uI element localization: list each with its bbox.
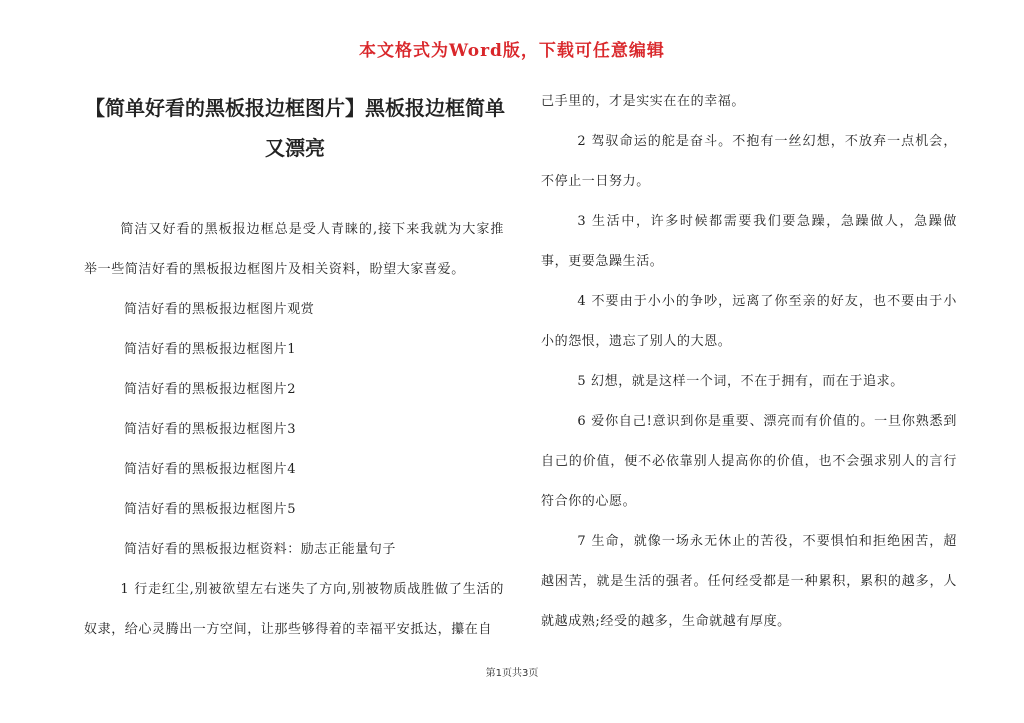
section-heading-quotes: 简洁好看的黑板报边框资料：励志正能量句子 [124, 542, 397, 557]
quote-7: 7 生命，就像一场永无休止的苦役，不要惧怕和拒绝困苦，超越困苦，就是生活的强者。任何经受都是一种累积，累积的越多，人就越成熟;经受的越多，生命就越有厚度。 [541, 534, 957, 629]
left-column [84, 88, 504, 650]
right-column [541, 82, 957, 642]
image-caption-5: 简洁好看的黑板报边框图片5 [124, 502, 297, 517]
image-caption-1: 简洁好看的黑板报边框图片1 [124, 342, 297, 357]
download-banner: 本文格式为Word版，下载可任意编辑 [359, 41, 665, 61]
page-number: 第1页共3页 [485, 668, 539, 679]
intro-paragraph: 简洁又好看的黑板报边框总是受人青睐的,接下来我就为大家推举一些简洁好看的黑板报边框图片及相关资料，盼望大家喜爱。 [84, 222, 504, 277]
image-caption-3: 简洁好看的黑板报边框图片3 [124, 422, 297, 437]
quote-5: 5 幻想，就是这样一个词，不在于拥有，而在于追求。 [577, 374, 904, 389]
quote-1: 1 行走红尘,别被欲望左右迷失了方向,别被物质战胜做了生活的奴隶，给心灵腾出一方空间，让那些够得着的幸福平安抵达，攥在自 [84, 582, 504, 637]
image-caption-2: 简洁好看的黑板报边框图片2 [124, 382, 297, 397]
page-title: 【简单好看的黑板报边框图片】黑板报边框简单又漂亮 [85, 96, 505, 160]
quote-2: 2 驾驭命运的舵是奋斗。不抱有一丝幻想，不放弃一点机会，不停止一日努力。 [541, 134, 957, 189]
quote-3: 3 生活中，许多时候都需要我们要急躁，急躁做人，急躁做事，更要急躁生活。 [541, 214, 957, 269]
quote-4: 4 不要由于小小的争吵，远离了你至亲的好友，也不要由于小小的怨恨，遗忘了别人的大恩。 [541, 294, 957, 349]
quote-1-continued: 己手里的，才是实实在在的幸福。 [541, 94, 746, 109]
quote-6: 6 爱你自己!意识到你是重要、漂亮而有价值的。一旦你熟悉到自己的价值，便不必依靠别人提高你的价值，也不会强求别人的言行符合你的心愿。 [541, 414, 957, 509]
section-heading: 简洁好看的黑板报边框图片观赏 [124, 302, 315, 317]
image-caption-4: 简洁好看的黑板报边框图片4 [124, 462, 297, 477]
